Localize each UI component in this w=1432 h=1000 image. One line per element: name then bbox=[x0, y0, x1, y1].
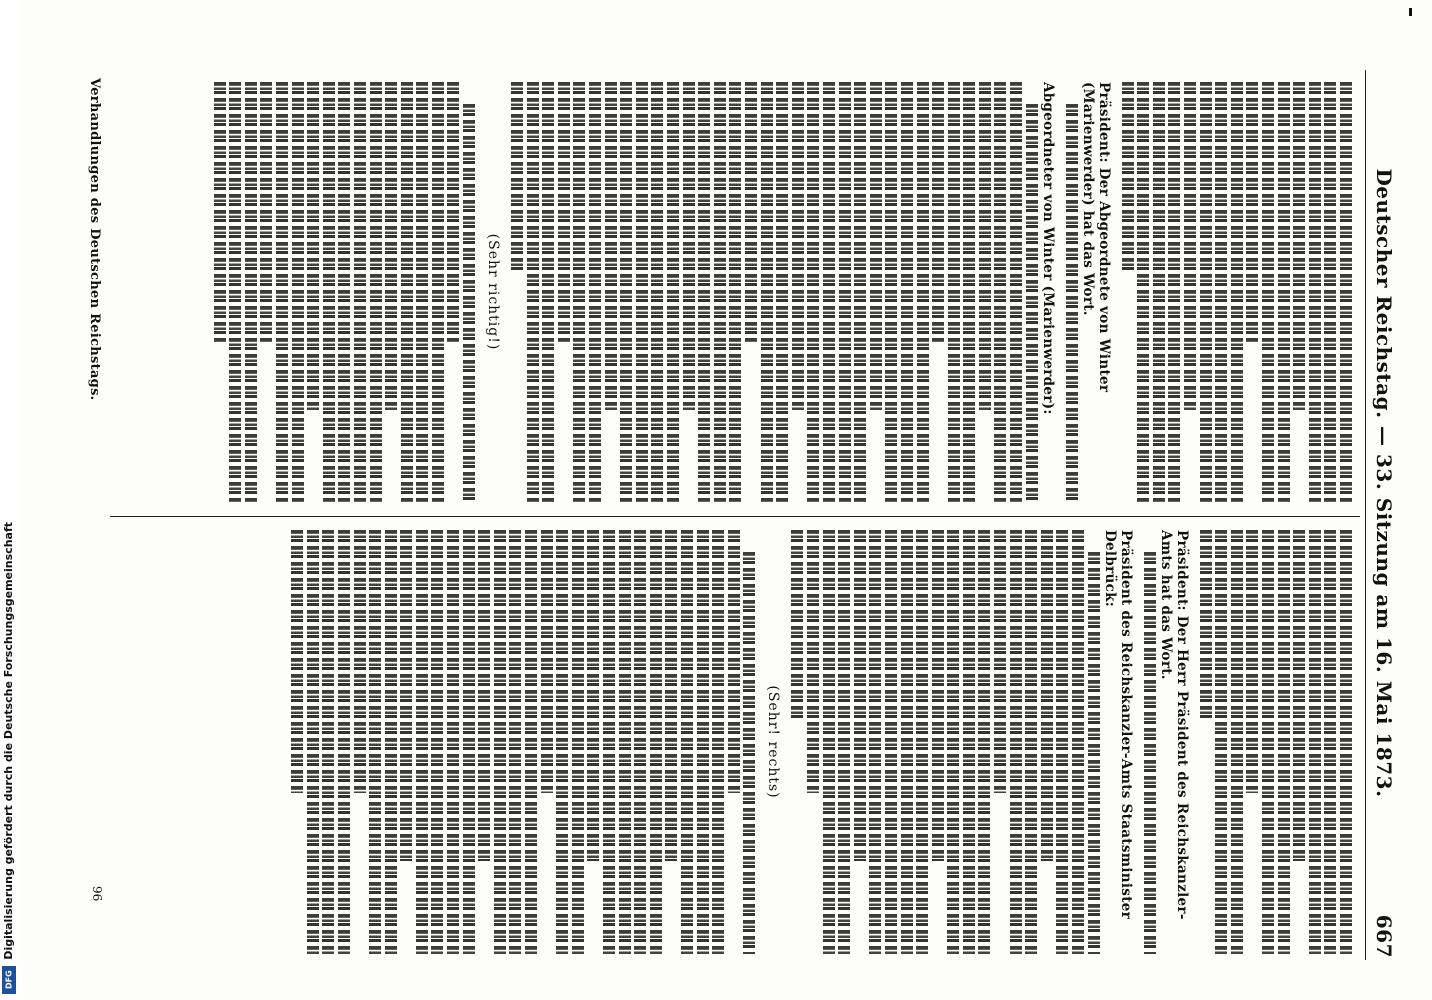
interjection-note: (Sehr richtig!) bbox=[485, 233, 502, 351]
right-column bbox=[281, 530, 1352, 954]
text-line bbox=[761, 82, 773, 502]
text-line bbox=[1324, 82, 1336, 502]
text-line bbox=[979, 530, 991, 954]
text-line bbox=[385, 530, 397, 954]
dfg-logo: DFG bbox=[2, 966, 16, 994]
text-line bbox=[1010, 82, 1022, 502]
text-line bbox=[587, 530, 599, 861]
running-header bbox=[1370, 78, 1398, 958]
text-line bbox=[338, 82, 350, 502]
text-line bbox=[869, 530, 881, 954]
text-line bbox=[542, 82, 554, 502]
text-line bbox=[1010, 530, 1022, 954]
text-line bbox=[463, 530, 475, 954]
text-line bbox=[807, 530, 819, 793]
text-line bbox=[901, 530, 913, 954]
text-line bbox=[432, 530, 444, 954]
signature-mark: 96 bbox=[90, 886, 104, 902]
text-line bbox=[229, 82, 241, 502]
interjection-note: (Sehr! rechts) bbox=[765, 685, 782, 799]
text-line bbox=[634, 530, 646, 954]
text-line bbox=[681, 530, 693, 954]
text-line bbox=[823, 530, 835, 954]
digitization-strip bbox=[0, 0, 20, 1000]
text-line bbox=[1262, 530, 1274, 954]
text-line bbox=[463, 104, 475, 502]
paragraph-block bbox=[1144, 530, 1190, 954]
text-line bbox=[1293, 530, 1305, 861]
speaker-line: Präsident: Der Herr Präsident des Reichskanzler-Amts hat das Wort. bbox=[1157, 530, 1190, 920]
text-line bbox=[1309, 82, 1321, 502]
text-line bbox=[556, 530, 568, 954]
text-line bbox=[1231, 530, 1243, 954]
text-line bbox=[494, 530, 506, 954]
text-line bbox=[743, 552, 755, 954]
text-line bbox=[603, 530, 615, 954]
text-line bbox=[885, 530, 897, 954]
text-line bbox=[963, 82, 975, 502]
text-line bbox=[948, 82, 960, 502]
text-line bbox=[1309, 530, 1321, 954]
text-line bbox=[1137, 82, 1149, 502]
text-line bbox=[1293, 82, 1305, 410]
text-line bbox=[416, 82, 428, 502]
text-line bbox=[932, 82, 944, 342]
text-line bbox=[1246, 530, 1258, 793]
text-line bbox=[354, 530, 366, 793]
text-line bbox=[292, 82, 304, 502]
text-line bbox=[338, 530, 350, 954]
text-line bbox=[1262, 82, 1274, 502]
text-line bbox=[979, 82, 991, 410]
text-line bbox=[511, 82, 523, 271]
text-line bbox=[745, 82, 757, 342]
text-line bbox=[792, 82, 804, 410]
text-line bbox=[917, 82, 929, 502]
paragraph-block bbox=[214, 82, 476, 502]
paragraph-block bbox=[1200, 530, 1352, 954]
text-line bbox=[1153, 82, 1165, 502]
text-line bbox=[1025, 530, 1037, 954]
footer-text: Verhandlungen des Deutschen Reichstags. bbox=[87, 78, 102, 401]
text-line bbox=[698, 82, 710, 502]
text-line bbox=[1278, 82, 1290, 502]
text-line bbox=[667, 82, 679, 502]
text-line bbox=[838, 530, 850, 954]
text-line bbox=[714, 82, 726, 502]
header-title: Deutscher Reichstag. — 33. Sitzung am 16. Mai 1873. bbox=[1372, 168, 1396, 798]
text-line bbox=[369, 530, 381, 954]
text-line bbox=[1184, 82, 1196, 410]
text-line bbox=[291, 530, 303, 793]
speaker-line: Abgeordneter von Winter (Marienwerder): bbox=[1039, 82, 1056, 415]
text-line bbox=[870, 82, 882, 410]
text-line bbox=[620, 82, 632, 502]
text-line bbox=[1340, 82, 1352, 502]
text-line bbox=[1072, 530, 1084, 954]
text-line bbox=[589, 82, 601, 502]
text-line bbox=[323, 82, 335, 502]
text-line bbox=[558, 82, 570, 342]
text-line bbox=[650, 530, 662, 954]
text-line bbox=[728, 530, 740, 793]
funding-notice: Digitalisierung gefördert durch die Deutsche Forschungsgemeinschaft bbox=[2, 522, 15, 960]
text-line bbox=[1122, 82, 1134, 271]
text-line bbox=[683, 82, 695, 410]
text-line bbox=[1144, 552, 1156, 954]
text-line bbox=[932, 530, 944, 861]
text-line bbox=[1088, 552, 1100, 954]
text-line bbox=[823, 82, 835, 502]
text-line bbox=[1215, 530, 1227, 954]
header-rule bbox=[1365, 70, 1366, 960]
text-line bbox=[527, 82, 539, 502]
text-line bbox=[1056, 530, 1068, 954]
text-line bbox=[509, 530, 521, 954]
text-line bbox=[1231, 82, 1243, 502]
text-line bbox=[572, 530, 584, 954]
paragraph-block bbox=[291, 530, 755, 954]
text-line bbox=[541, 530, 553, 793]
text-line bbox=[260, 82, 272, 342]
text-line bbox=[776, 82, 788, 502]
text-line bbox=[963, 530, 975, 954]
text-line bbox=[1215, 82, 1227, 502]
text-line bbox=[1278, 530, 1290, 954]
text-line bbox=[651, 82, 663, 502]
page-number: 667 bbox=[1372, 914, 1396, 958]
text-line bbox=[885, 82, 897, 502]
text-line bbox=[447, 530, 459, 954]
text-line bbox=[416, 530, 428, 954]
text-line bbox=[1200, 82, 1212, 502]
text-line bbox=[322, 530, 334, 954]
text-line bbox=[605, 82, 617, 410]
left-column bbox=[204, 82, 1352, 502]
paragraph-block bbox=[1122, 82, 1352, 502]
page-edge-mark bbox=[1409, 8, 1412, 16]
speaker-line: Präsident: Der Abgeordnete von Winter (Marienwerder) hat das Wort. bbox=[1079, 82, 1112, 393]
column-divider bbox=[110, 516, 1360, 517]
text-line bbox=[400, 530, 412, 861]
text-line bbox=[1340, 530, 1352, 954]
text-line bbox=[854, 82, 866, 502]
text-line bbox=[1168, 82, 1180, 502]
text-line bbox=[697, 530, 709, 954]
text-line bbox=[1200, 530, 1212, 721]
text-line bbox=[791, 530, 803, 721]
paragraph-block bbox=[1066, 82, 1112, 502]
text-line bbox=[214, 82, 226, 342]
text-line bbox=[901, 82, 913, 502]
text-line bbox=[245, 82, 257, 502]
text-line bbox=[385, 82, 397, 410]
text-line bbox=[448, 82, 460, 342]
text-line bbox=[729, 82, 741, 502]
text-line bbox=[1246, 82, 1258, 342]
text-line bbox=[854, 530, 866, 861]
text-line bbox=[307, 530, 319, 954]
text-line bbox=[916, 530, 928, 954]
text-line bbox=[712, 530, 724, 954]
text-line bbox=[1066, 104, 1078, 502]
text-line bbox=[636, 82, 648, 502]
speaker-line: Präsident des Reichskanzler-Amts Staatsminister Delbrück: bbox=[1101, 530, 1134, 920]
text-line bbox=[994, 530, 1006, 793]
paragraph-block bbox=[791, 530, 1133, 954]
text-line bbox=[807, 82, 819, 502]
text-line bbox=[354, 82, 366, 502]
text-line bbox=[573, 82, 585, 502]
text-line bbox=[401, 82, 413, 502]
text-line bbox=[307, 82, 319, 410]
text-line bbox=[947, 530, 959, 954]
text-line bbox=[478, 530, 490, 861]
text-line bbox=[1026, 104, 1038, 502]
text-line bbox=[432, 82, 444, 502]
text-line bbox=[1041, 530, 1053, 861]
text-line bbox=[619, 530, 631, 954]
text-line bbox=[276, 82, 288, 502]
paragraph-block bbox=[511, 82, 1056, 502]
text-line bbox=[1324, 530, 1336, 954]
text-line bbox=[525, 530, 537, 954]
text-line bbox=[995, 82, 1007, 502]
text-line bbox=[839, 82, 851, 502]
text-line bbox=[370, 82, 382, 502]
text-line bbox=[665, 530, 677, 861]
